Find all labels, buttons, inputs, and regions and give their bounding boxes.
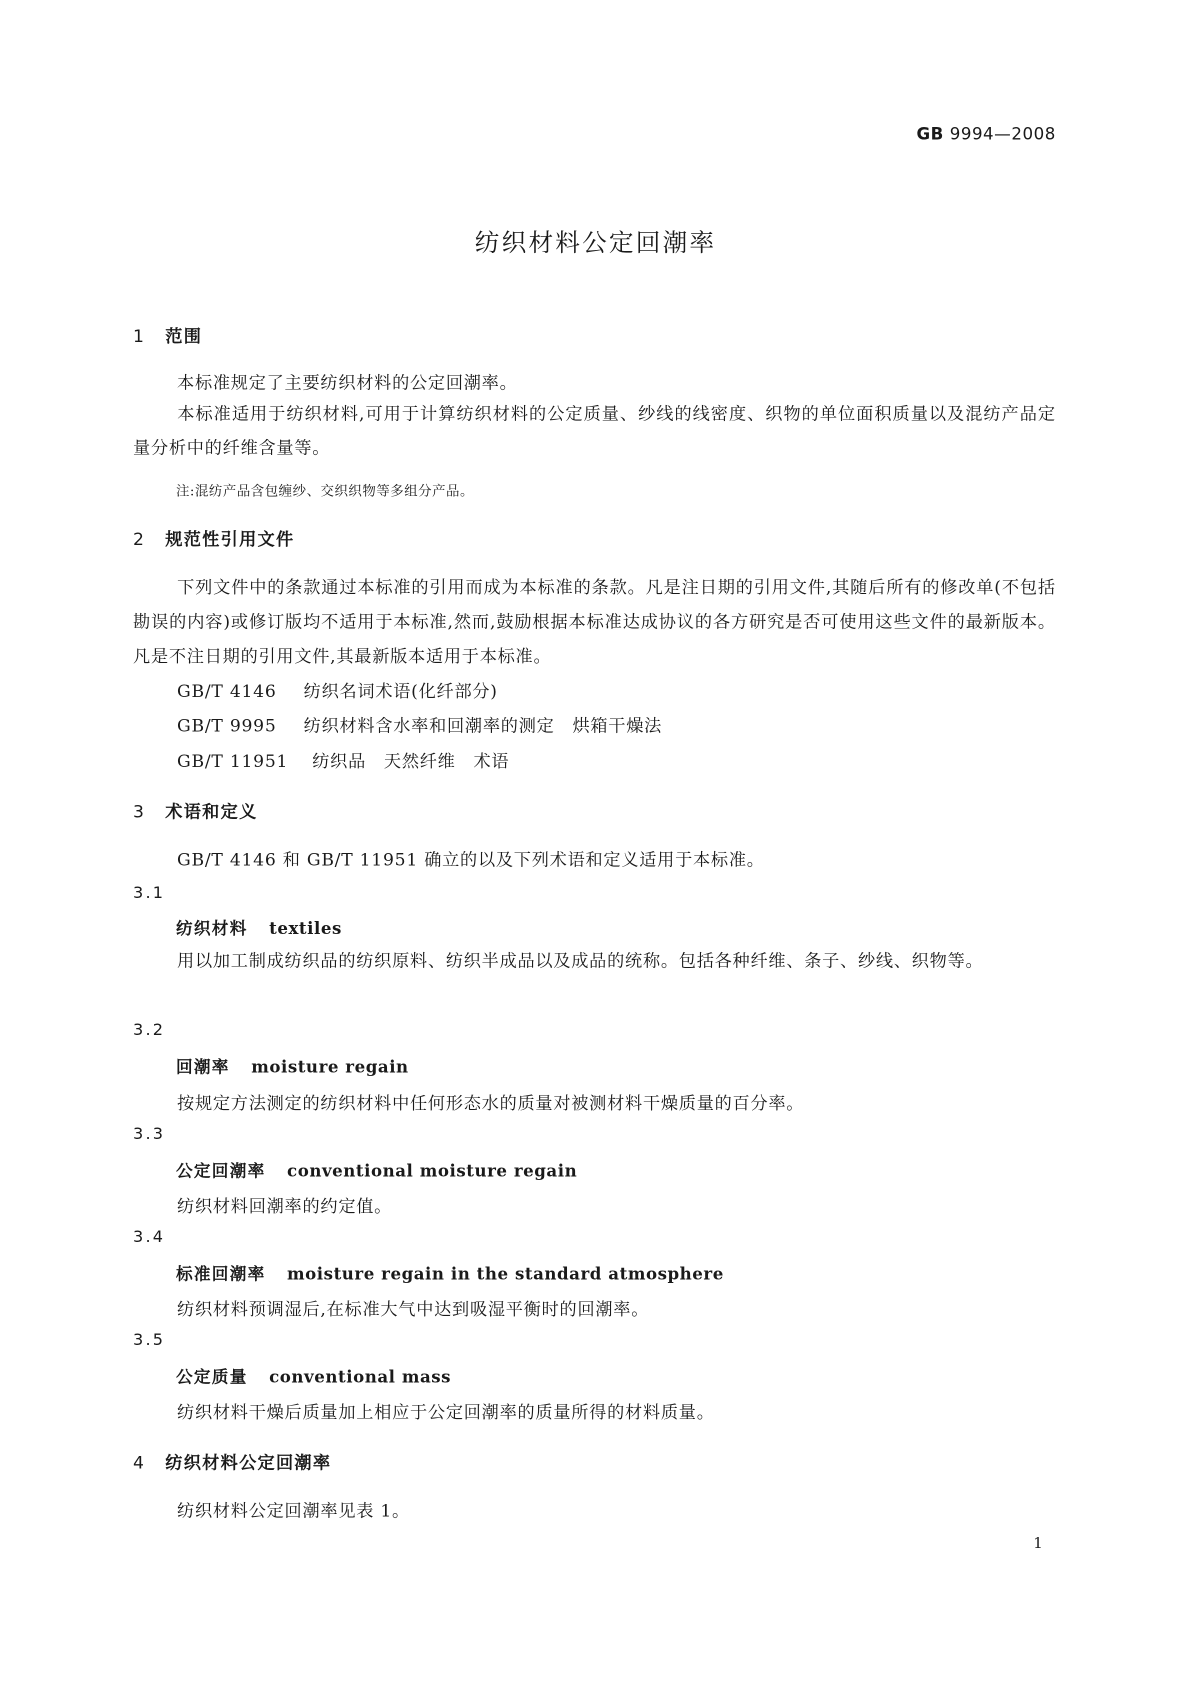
terms-intro: GB/T 4146 和 GB/T 11951 确立的以及下列术语和定义适用于本标准。 (177, 849, 765, 870)
reference-item (177, 678, 498, 703)
section-title: 范围 (165, 326, 203, 347)
term-definition-text: 用以加工制成纺织品的纺织原料、纺织半成品以及成品的统称。包括各种纤维、条子、纱线、织物等。 (177, 950, 984, 971)
term-name-en: moisture regain (251, 1056, 409, 1077)
page-number: 1 (1033, 1534, 1043, 1553)
term-number: 3.4 (133, 1227, 166, 1247)
section-heading-normative-references (133, 526, 294, 551)
section-title: 术语和定义 (165, 801, 258, 822)
term-name-en: conventional moisture regain (287, 1160, 578, 1181)
term-number: 3.2 (133, 1020, 166, 1040)
reference-title: 纺织名词术语(化纤部分) (303, 681, 498, 702)
term-definition: 纺织材料干燥后质量加上相应于公定回潮率的质量所得的材料质量。 (177, 1401, 715, 1423)
section-title: 纺织材料公定回潮率 (165, 1452, 332, 1473)
term-number: 3.5 (133, 1330, 166, 1350)
term-heading (176, 1054, 409, 1078)
term-heading (176, 1364, 451, 1388)
term-name-zh: 纺织材料 (175, 919, 248, 939)
reference-item (177, 712, 662, 737)
scope-paragraph-1: 本标准规定了主要纺织材料的公定回潮率。 (177, 372, 518, 393)
term-definition (133, 944, 1056, 978)
term-definition: 按规定方法测定的纺织材料中任何形态水的质量对被测材料干燥质量的百分率。 (177, 1092, 805, 1114)
section-heading-conventional-moisture-regain (133, 1449, 331, 1474)
term-name-zh: 回潮率 (175, 1057, 230, 1077)
term-definition: 纺织材料预调湿后,在标准大气中达到吸湿平衡时的回潮率。 (177, 1298, 650, 1320)
reference-title: 纺织品 天然纤维 术语 (312, 750, 510, 772)
section-heading-terms-definitions (133, 798, 257, 823)
standard-prefix: GB (916, 124, 944, 144)
term-name-zh: 公定质量 (175, 1367, 248, 1387)
reference-code: GB/T 4146 (177, 681, 277, 702)
term-heading (176, 1158, 577, 1182)
references-paragraph-text: 下列文件中的条款通过本标准的引用而成为本标准的条款。凡是注日期的引用文件,其随后所有的修改单(不包括勘误的内容)或修订版均不适用于本标准,然而,鼓励根据本标准达成协议的各方研究是否可使用这些文件的最新版本。凡是不注日期的引用文件,其最新版本适用于本标准。 (133, 577, 1056, 667)
section-title: 规范性引用文件 (165, 528, 295, 550)
term-name-en: textiles (269, 918, 342, 939)
reference-title: 纺织材料含水率和回潮率的测定 烘箱干燥法 (303, 715, 663, 736)
term-name-en: moisture regain in the standard atmosphere (287, 1263, 724, 1284)
standard-code: 9994—2008 (949, 124, 1056, 144)
term-heading (176, 1261, 724, 1285)
standard-number (916, 124, 1055, 143)
term-heading (176, 916, 342, 940)
term-definition: 纺织材料回潮率的约定值。 (177, 1195, 393, 1217)
reference-code: GB/T 9995 (177, 715, 277, 736)
term-name-zh: 公定回潮率 (175, 1161, 266, 1181)
term-number: 3.1 (133, 882, 166, 903)
section-number: 2 (133, 528, 146, 550)
reference-item (177, 748, 509, 773)
section-number: 3 (133, 801, 146, 822)
section-4-paragraph: 纺织材料公定回潮率见表 1。 (177, 1500, 410, 1521)
reference-code: GB/T 11951 (177, 750, 289, 772)
scope-note: 注:混纺产品含包缠纱、交织织物等多组分产品。 (175, 482, 474, 499)
section-number: 4 (133, 1452, 146, 1473)
scope-paragraph-2 (133, 397, 1056, 466)
references-paragraph (133, 571, 1056, 674)
term-name-zh: 标准回潮率 (175, 1264, 266, 1284)
scope-paragraph-2-text: 本标准适用于纺织材料,可用于计算纺织材料的公定质量、纱线的线密度、织物的单位面积质量以及混纺产品定量分析中的纤维含量等。 (133, 403, 1056, 459)
section-number: 1 (133, 326, 146, 347)
page-title: 纺织材料公定回潮率 (474, 229, 717, 258)
term-number: 3.3 (133, 1124, 166, 1144)
term-name-en: conventional mass (269, 1366, 452, 1387)
section-heading-scope (133, 323, 202, 348)
